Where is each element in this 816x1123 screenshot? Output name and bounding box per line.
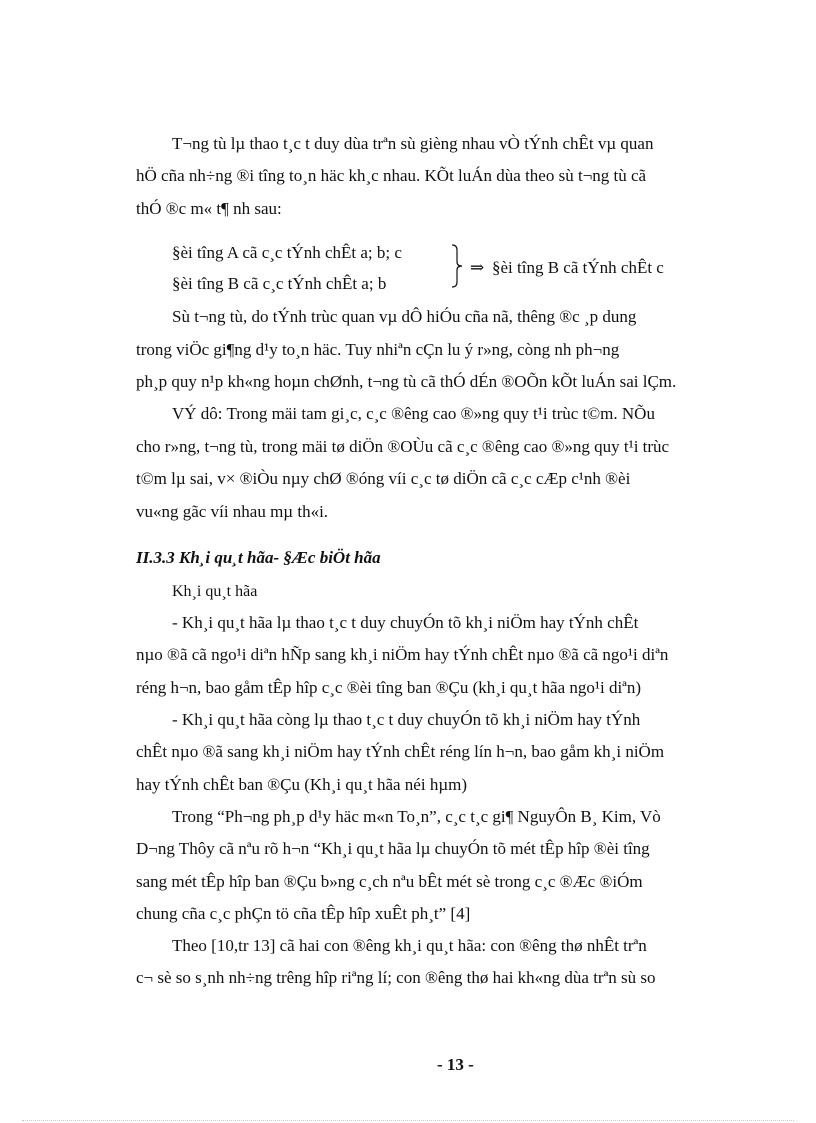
page-divider (22, 1120, 794, 1121)
paragraph-line: sang mét tÊp hîp ban ®Çu b»ng c¸ch nªu bÊt mét sè trong c¸c ®Æc ®iÓm (136, 872, 643, 891)
implies-arrow-icon: ⇒ (470, 258, 485, 277)
right-brace-icon (451, 244, 463, 288)
paragraph-line: trong viÖc gi¶ng d¹y to¸n häc. Tuy nhiªn cÇn lu ý r»ng, còng nh ph¬ng (136, 340, 620, 359)
paragraph-line: hÖ cña nh÷ng ®i tîng to¸n häc kh¸c nhau. KÕt luÁn dùa theo sù t¬ng tù cã (136, 166, 647, 185)
page-number: - 13 - (437, 1055, 474, 1074)
paragraph-line: vu«ng gãc víi nhau mµ th«i. (136, 502, 329, 521)
paragraph-line: cho r»ng, t¬ng tù, trong mäi tø diÖn ®OÙu cã c¸c ®êng cao ®»ng quy t¹i trùc (136, 437, 670, 456)
section-heading: II.3.3 Kh¸i qu¸t hãa- §Æc biÖt hãa (136, 548, 381, 567)
paragraph-line: ph¸p quy n¹p kh«ng hoµn chØnh, t¬ng tù cã thÓ dÉn ®OÕn kÕt luÁn sai lÇm. (136, 372, 677, 391)
paragraph-line: Theo [10,tr 13] cã hai con ®êng kh¸i qu¸t hãa: con ®êng thø nhÊt trªn (172, 936, 647, 955)
paragraph-line: - Kh¸i qu¸t hãa còng lµ thao t¸c t duy chuyÓn tõ kh¸i niÖm hay tÝnh (172, 710, 641, 729)
paragraph-line: chÊt nµo ®ã sang kh¸i niÖm hay tÝnh chÊt réng lín h¬n, bao gåm kh¸i niÖm (136, 742, 665, 761)
paragraph-line: T¬ng tù lµ thao t¸c t duy dùa trªn sù gièng nhau vÒ tÝnh chÊt vµ quan (172, 134, 654, 153)
paragraph-line: chung cña c¸c phÇn tö cña tÊp hîp xuÊt ph¸t” [4] (136, 904, 471, 923)
paragraph-line: D¬ng Thôy cã nªu rõ h¬n “Kh¸i qu¸t hãa lµ chuyÓn tõ mét tÊp hîp ®èi tîng (136, 839, 650, 858)
paragraph-line: nµo ®ã cã ngo¹i diªn hÑp sang kh¸i niÖm hay tÝnh chÊt nµo ®ã cã ngo¹i diªn (136, 645, 669, 664)
paragraph-line: thÓ ®c m« t¶ nh sau: (136, 199, 282, 218)
formula-premise-1: §èi tîng A cã c¸c tÝnh chÊt a; b; c (172, 243, 402, 262)
paragraph-line: Sù t¬ng tù, do tÝnh trùc quan vµ dÔ hiÓu cña nã, thêng ®c ¸p dung (172, 307, 637, 326)
formula-premise-2: §èi tîng B cã c¸c tÝnh chÊt a; b (172, 274, 387, 293)
paragraph-line: réng h¬n, bao gåm tÊp hîp c¸c ®èi tîng ban ®Çu (kh¸i qu¸t hãa ngo¹i diªn) (136, 678, 642, 697)
paragraph-line: hay tÝnh chÊt ban ®Çu (Kh¸i qu¸t hãa néi hµm) (136, 775, 467, 794)
formula-conclusion: §èi tîng B cã tÝnh chÊt c (492, 258, 664, 277)
paragraph-line: Trong “Ph¬ng ph¸p d¹y häc m«n To¸n”, c¸c t¸c gi¶ NguyÔn B¸ Kim, Vò (172, 807, 661, 826)
subsection-label: Kh¸i qu¸t hãa (172, 583, 258, 600)
paragraph-line: c¬ sè so s¸nh nh÷ng trêng hîp riªng lí; con ®êng thø hai kh«ng dùa trªn sù so (136, 968, 656, 987)
paragraph-line: - Kh¸i qu¸t hãa lµ thao t¸c t duy chuyÓn tõ kh¸i niÖm hay tÝnh chÊt (172, 613, 639, 632)
paragraph-line: t©m lµ sai, v× ®iÒu nµy chØ ®óng víi c¸c tø diÖn cã c¸c cÆp c¹nh ®èi (136, 469, 631, 488)
paragraph-line: VÝ dô: Trong mäi tam gi¸c, c¸c ®êng cao ®»ng quy t¹i trùc t©m. NÕu (172, 404, 655, 423)
